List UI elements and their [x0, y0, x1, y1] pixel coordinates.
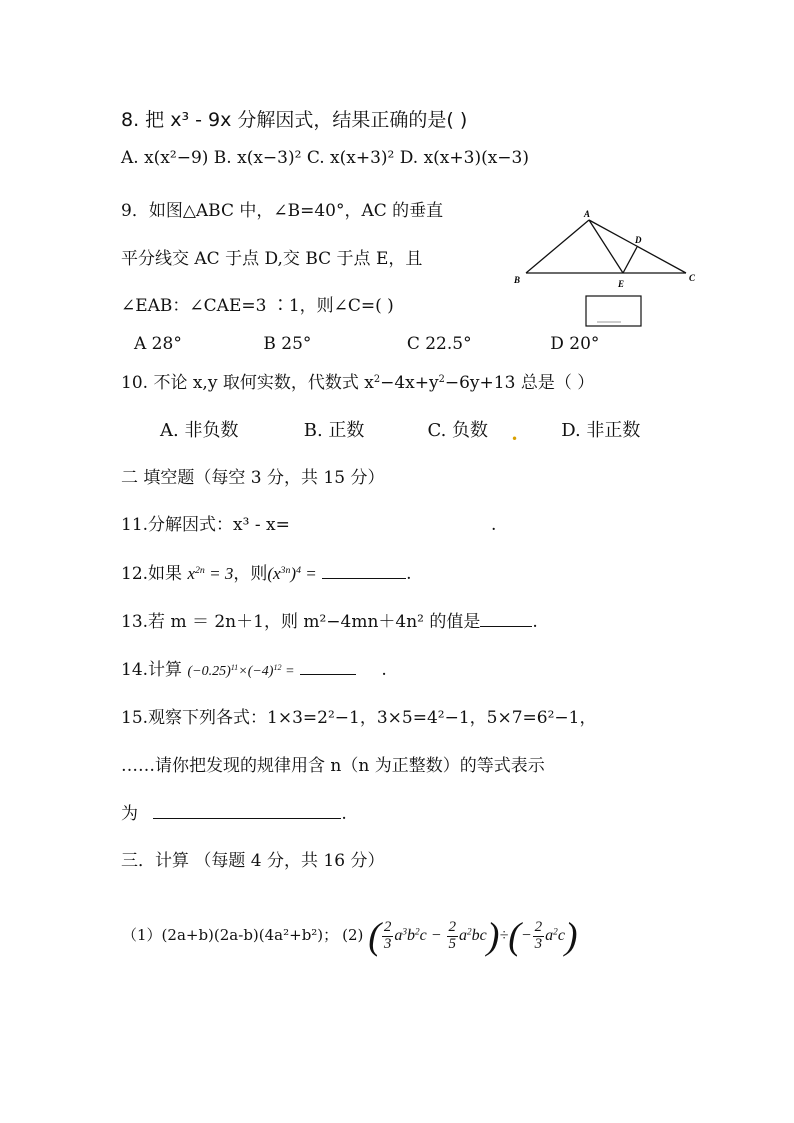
- label-a: A: [584, 209, 591, 219]
- label-d: D: [635, 235, 642, 245]
- q14-expression: $(-0.25)^{11}\times(-4)^{12}$ =: [187, 663, 295, 679]
- q9-options: [134, 336, 599, 353]
- q12-mid: ，则: [233, 564, 268, 584]
- q12-end: .: [406, 564, 412, 584]
- stray-dot: •: [511, 432, 519, 446]
- q8-stem: 8. 把 x³ - 9x 分解因式，结果正确的是( ): [121, 109, 468, 131]
- q15-end: .: [341, 804, 347, 824]
- q9-option-d: D 20°: [550, 334, 600, 354]
- q14-stem: [121, 662, 387, 679]
- q12-answer-blank[interactable]: [322, 578, 406, 579]
- label-c: C: [689, 273, 696, 283]
- q9-line1: 9．如图△ABC 中，∠B=40°，AC 的垂直: [121, 201, 444, 221]
- q10-option-a: A. 非负数: [160, 420, 239, 441]
- calc-2-expression: ( $\frac{2}{3}$ $a^3b^2c$ − $\frac{2}{5}$ $a^2bc)\div(-$ $\frac{2}{3}$ $a^2c$): [368, 915, 578, 958]
- q8-options: A. x(x²−9) B. x(x−3)² C. x(x+3)² D. x(x+3)(x−3): [121, 148, 529, 168]
- q11-end: .: [491, 515, 497, 535]
- q9-option-a: A 28°: [134, 334, 182, 354]
- q15-answer-blank[interactable]: [153, 818, 341, 819]
- q13-stem: [121, 614, 538, 631]
- q9-line2: 平分线交 AC 于点 D,交 BC 于点 E，且: [121, 249, 423, 269]
- q9-option-b: B 25°: [263, 334, 312, 354]
- q12-prefix: 12.如果: [121, 564, 183, 584]
- q14-end: .: [381, 660, 387, 680]
- q10-option-b: B. 正数: [303, 420, 365, 441]
- calc-1-label: （1）: [122, 926, 162, 944]
- q15-line3: [121, 806, 347, 823]
- q12-condition: $x^{2n} = 3$: [187, 564, 234, 583]
- q13-text: 13.若 m ＝ 2n＋1，则 m²−4mn＋4n² 的值是: [121, 612, 481, 632]
- q13-end: .: [532, 612, 538, 632]
- q11-stem: 11.分解因式：x³ - x=: [121, 515, 290, 535]
- q10-mid1: −4x+y: [380, 373, 439, 393]
- q9-line3: ∠EAB：∠CAE=3 ∶1，则∠C=( ): [121, 296, 394, 316]
- q9-option-c: C 22.5°: [406, 334, 472, 354]
- q15-wei: 为: [121, 804, 138, 824]
- calc-2-label: (2): [342, 926, 364, 944]
- section-2-title: 二 填空题（每空 3 分，共 15 分）: [121, 468, 385, 488]
- q15-line2: ……请你把发现的规律用含 n（n 为正整数）的等式表示: [121, 756, 545, 776]
- q12-expression: $(x^{3n})^4$ =: [267, 564, 317, 583]
- q10-mid2: −6y+13 总是（ ）: [444, 373, 595, 393]
- q14-answer-blank[interactable]: [300, 674, 356, 675]
- q10-option-d: D. 非正数: [561, 420, 641, 441]
- calc-problems: [122, 915, 578, 959]
- section-3-title: 三．计算 （每题 4 分，共 16 分）: [121, 851, 385, 871]
- q10-stem: 10. 不论 x,y 取何实数，代数式 $x^2-4x+y^2-6y+13$ 总是（ ）: [121, 373, 595, 393]
- calc-1-expression: (2a+b)(2a-b)(4a²+b²)；: [161, 926, 339, 944]
- q13-answer-blank[interactable]: [480, 626, 532, 627]
- q14-prefix: 14.计算: [121, 660, 183, 680]
- q10-options: [160, 422, 640, 440]
- q10-prefix: 10. 不论 x,y 取何实数，代数式 x: [121, 373, 374, 393]
- q12-stem: [121, 565, 412, 583]
- q15-line1: 15.观察下列各式：1×3=2²−1，3×5=4²−1，5×7=6²−1，: [121, 708, 597, 728]
- label-b: B: [514, 275, 521, 285]
- triangle-figure: [505, 205, 705, 330]
- label-e: E: [618, 279, 625, 289]
- q10-option-c: C. 负数: [427, 420, 489, 441]
